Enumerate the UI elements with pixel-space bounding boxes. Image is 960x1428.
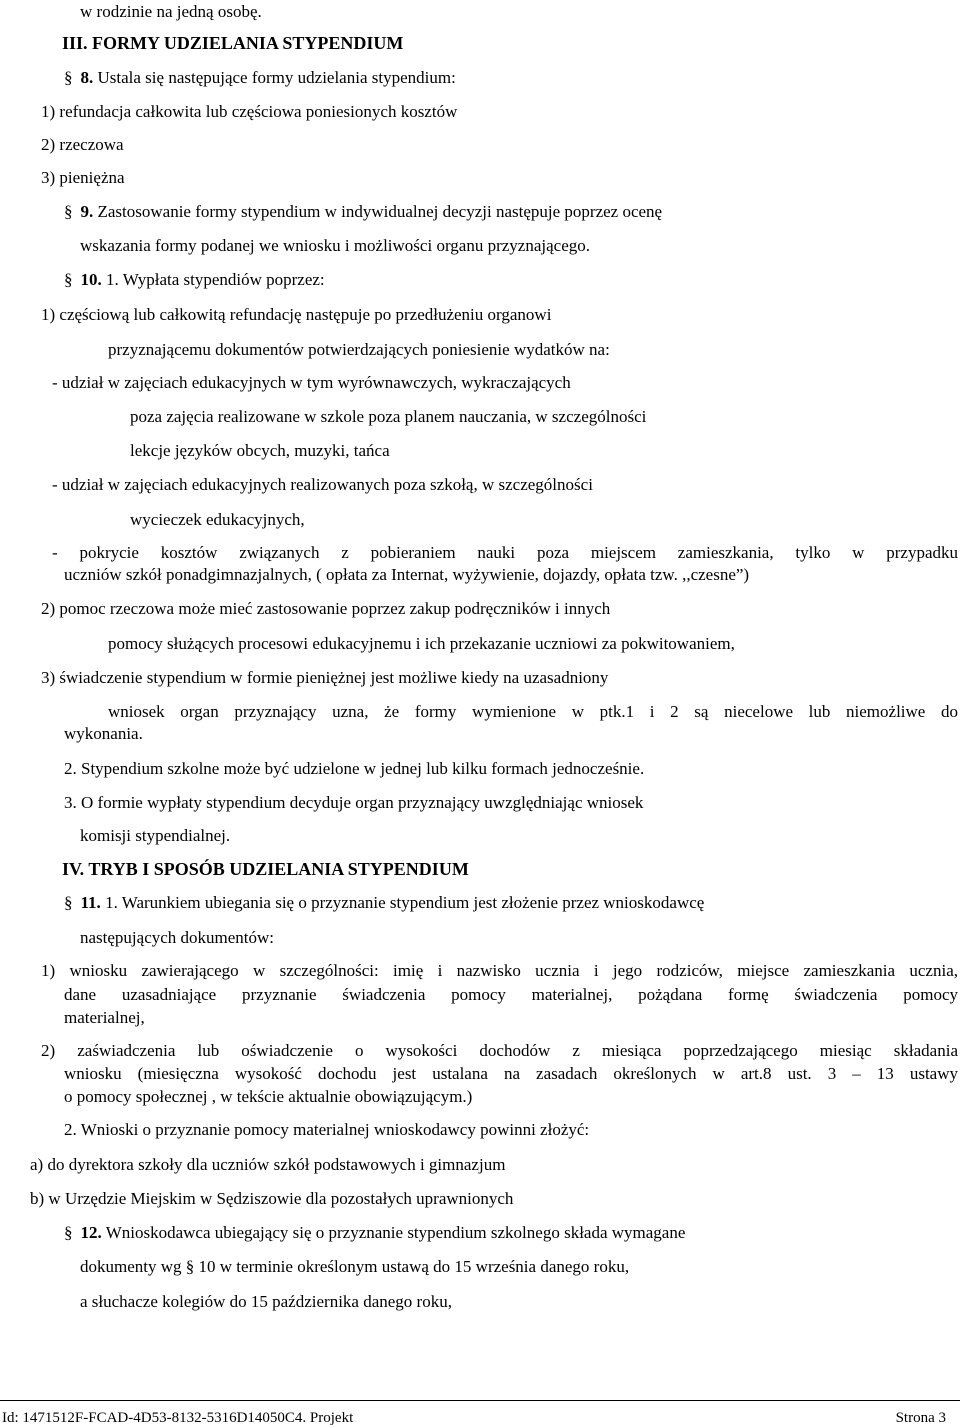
text-line: a słuchacze kolegiów do 15 października danego roku, — [80, 1292, 452, 1311]
list-item: b) w Urzędzie Miejskim w Sędziszowie dla pozostałych uprawnionych — [30, 1189, 514, 1208]
footer-divider — [0, 1400, 960, 1401]
text-line: materialnej, — [64, 1008, 145, 1027]
paragraph-sign: § — [64, 893, 73, 912]
list-item: - udział w zajęciach edukacyjnych w tym wyrównawczych, wykraczających — [52, 373, 571, 392]
list-item: 3) pieniężna — [41, 168, 125, 187]
text-line: 2. Stypendium szkolne może być udzielone w jednej lub kilku formach jednocześnie. — [64, 759, 645, 778]
list-item: 3) świadczenie stypendium w formie pieniężnej jest możliwe kiedy na uzasadniony — [41, 668, 609, 687]
list-item: 1) częściową lub całkowitą refundację następuje po przedłużeniu organowi — [41, 305, 552, 324]
text-line: dane uzasadniające przyznanie świadczenia pomocy materialnej, pożądana formę świadczenia pomocy — [64, 985, 958, 1004]
paragraph-number: 11. — [80, 893, 101, 912]
paragraph-sign: § — [64, 202, 73, 221]
text-line: pomocy służących procesowi edukacyjnemu i ich przekazanie uczniowi za pokwitowaniem, — [108, 634, 735, 653]
section-heading-iv: IV. TRYB I SPOSÓB UDZIELANIA STYPENDIUM — [62, 859, 469, 879]
footer-page-number: Strona 3 — [895, 1410, 946, 1426]
list-item: 2) rzeczowa — [41, 135, 124, 154]
list-item: 1) refundacja całkowita lub częściowa poniesionych kosztów — [41, 102, 458, 121]
text-line: następujących dokumentów: — [80, 928, 275, 947]
list-item: - pokrycie kosztów związanych z pobieraniem nauki poza miejscem zamieszkania, tylko w przypadku — [52, 543, 958, 562]
paragraph-9: § 9. Zastosowanie formy stypendium w indywidualnej decyzji następuje poprzez ocenę — [64, 202, 663, 221]
paragraph-sign: § — [64, 1223, 73, 1242]
text-line: wskazania formy podanej we wniosku i możliwości organu przyznającego. — [80, 236, 590, 255]
text-line: 2. Wnioski o przyznanie pomocy materialnej wnioskodawcy powinni złożyć: — [64, 1120, 590, 1139]
section-heading-iii: III. FORMY UDZIELANIA STYPENDIUM — [62, 33, 404, 53]
paragraph-10: § 10. 1. Wypłata stypendiów poprzez: — [64, 270, 325, 289]
paragraph-sign: § — [64, 270, 73, 289]
paragraph-8: § 8. Ustala się następujące formy udzielania stypendium: — [64, 68, 456, 87]
list-item: 2) pomoc rzeczowa może mieć zastosowanie poprzez zakup podręczników i innych — [41, 599, 611, 618]
text-line: w rodzinie na jedną osobę. — [80, 2, 262, 21]
text-line: wniosek organ przyznający uzna, że formy wymienione w ptk.1 i 2 są niecelowe lub niemożliwe do — [108, 702, 958, 721]
paragraph-number: 12. — [80, 1223, 102, 1242]
paragraph-number: 10. — [80, 270, 102, 289]
text-line: wykonania. — [64, 724, 143, 743]
text-line: przyznającemu dokumentów potwierdzających poniesienie wydatków na: — [108, 340, 610, 359]
text-line: o pomocy społecznej , w tekście aktualnie obowiązującym.) — [64, 1087, 473, 1106]
text-line: 3. O formie wypłaty stypendium decyduje organ przyznający uwzględniając wniosek — [64, 793, 644, 812]
footer-document-id: Id: 1471512F-FCAD-4D53-8132-5316D14050C4. Projekt — [2, 1410, 354, 1426]
text-line: lekcje języków obcych, muzyki, tańca — [130, 441, 390, 460]
text-line: dokumenty wg § 10 w terminie określonym ustawą do 15 września danego roku, — [80, 1257, 630, 1276]
text-line: poza zajęcia realizowane w szkole poza planem nauczania, w szczególności — [130, 407, 647, 426]
paragraph-12: § 12. Wnioskodawca ubiegający się o przyznanie stypendium szkolnego składa wymagane — [64, 1223, 686, 1242]
list-item: a) do dyrektora szkoły dla uczniów szkół podstawowych i gimnazjum — [30, 1155, 506, 1174]
list-item: - udział w zajęciach edukacyjnych realizowanych poza szkołą, w szczególności — [52, 475, 593, 494]
list-item: 1) wniosku zawierającego w szczególności: imię i nazwisko ucznia i jego rodziców, miejsce zamieszkania ucznia, — [41, 961, 958, 980]
paragraph-number: 8. — [80, 68, 94, 87]
text-line: wycieczek edukacyjnych, — [130, 510, 305, 529]
text-line: uczniów szkół ponadgimnazjalnych, ( opłata za Internat, wyżywienie, dojazdy, opłata tzw. ,,czesne”) — [64, 565, 750, 584]
paragraph-number: 9. — [80, 202, 94, 221]
text-line: wniosku (miesięczna wysokość dochodu jest ustalana na zasadach określonych w art.8 ust. 3 – 13 ustawy — [64, 1064, 958, 1083]
paragraph-11: § 11. 1. Warunkiem ubiegania się o przyznanie stypendium jest złożenie przez wnioskodawcę — [64, 893, 705, 912]
paragraph-sign: § — [64, 68, 73, 87]
list-item: 2) zaświadczenia lub oświadczenie o wysokości dochodów z miesiąca poprzedzającego miesiąc składania — [41, 1041, 958, 1060]
text-line: komisji stypendialnej. — [80, 826, 231, 845]
